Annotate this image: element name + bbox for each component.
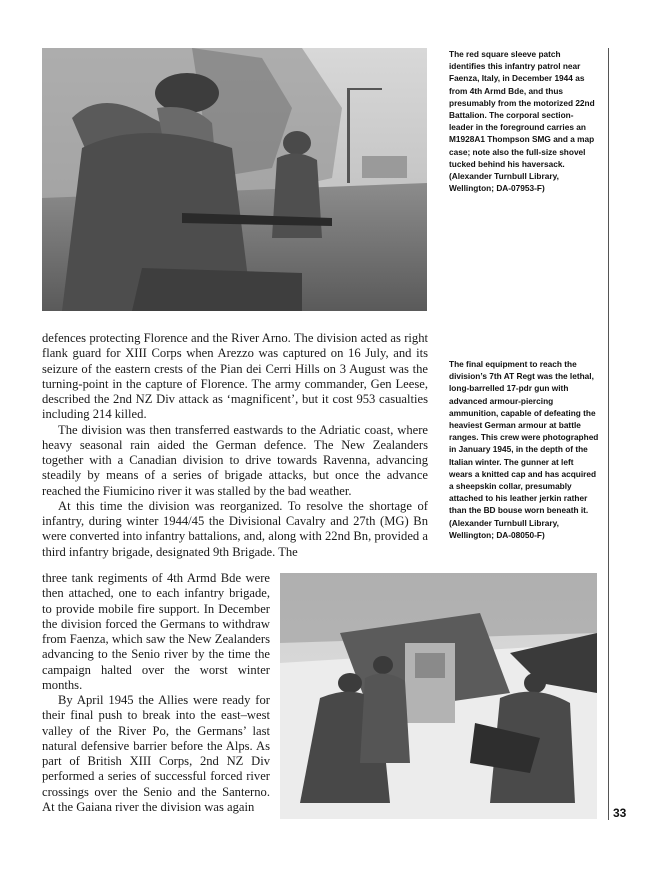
- page-number: 33: [613, 806, 627, 820]
- body-paragraph: By April 1945 the Allies were ready for their final push to break into the east–west valley of the River Po, the Germans’ last natural defensive barrier before the Alps. As part of British XIII Corps, 2nd NZ Div performed a series of successful forced river crossings over the Senio and the Santerno. At the Gaiana river the division was again: [42, 693, 270, 814]
- infantry-patrol-photo: [42, 48, 427, 311]
- anti-tank-gun-crew-photo: [280, 573, 597, 819]
- body-paragraph: three tank regiments of 4th Armd Bde were then attached, one to each infantry brigade, to provide mobile fire support. In December the division forced the Germans to withdraw from Faenza, which saw the New Zealanders advancing to the Senio river by the time the campaign halted over the worst winter months.: [42, 571, 270, 692]
- bottom-photo-caption: The final equipment to reach the division’s 7th AT Regt was the lethal, long-barrelled 17-pdr gun with advanced armour-piercing ammunition, capable of defeating the heaviest German armour at battle ranges. This crew were photographed in January 1945, in the depth of the Italian winter. The gunner at left wears a knitted cap and has acquired a sheepskin collar, presumably attached to his leather jerkin rather than the BD bouse worn beneath it. (Alexander Turnbull Library, Wellington; DA-08050-F): [449, 359, 599, 540]
- body-paragraph: At this time the division was reorganized. To resolve the shortage of infantry, during winter 1944/45 the Divisional Cavalry and 27th (MG) Bn were converted into infantry battalions, and, along with 22nd Bn, provided a third infantry brigade, designated 9th Brigade. The: [42, 498, 428, 559]
- column-divider: [608, 48, 609, 820]
- top-photo-caption: The red square sleeve patch identifies this infantry patrol near Faenza, Italy, in December 1944 as from 4th Armd Bde, and thus presumably from the motorized 22nd Battalion. The corporal section-leader in the foreground carries an M1928A1 Thompson SMG and a map case; note also the full-size shovel tucked behind his haversack. (Alexander Turnbull Library, Wellington; DA-07953-F): [449, 49, 595, 194]
- body-text-block-lower: [42, 571, 270, 815]
- body-paragraph: The division was then transferred eastwards to the Adriatic coast, where heavy seasonal rain aided the German defence. The New Zealanders together with a Canadian division to drive towards Ravenna, advancing steadily by means of a series of brigade attacks, but once the advance reached the Fiumicino river it was stalled by the bad weather.: [42, 422, 428, 498]
- body-paragraph: defences protecting Florence and the River Arno. The division acted as right flank guard for XIII Corps when Arezzo was captured on 16 July, and its seizure of the eastern crests of the Pian dei Cerri Hills on 3 August was the turning-point in the capture of Florence. The army commander, Gen Leese, described the 2nd NZ Div attack as ‘magnificent’, but it cost 953 casualties including 214 killed.: [42, 331, 428, 422]
- body-text-block-upper: [42, 331, 428, 560]
